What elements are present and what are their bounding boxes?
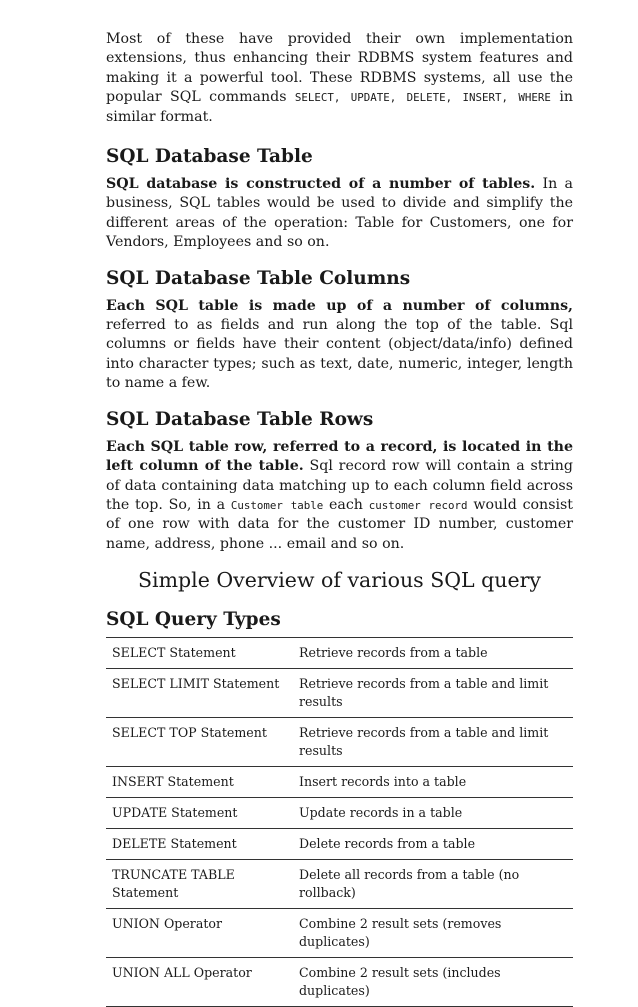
rows-paragraph (106, 438, 573, 554)
rows-code-b: customer record (368, 498, 468, 512)
query-desc: Insert records into a table (299, 774, 467, 790)
table-row (106, 638, 573, 669)
document-page (106, 30, 573, 1007)
rows-code-a: Customer table (230, 498, 324, 512)
section-heading-rows: SQL Database Table Rows (106, 408, 374, 430)
section-heading-table: SQL Database Table (106, 146, 313, 168)
query-desc: Combine 2 result sets (includes duplicates) (299, 965, 501, 999)
rows-bold-lead: Each SQL table row, referred to a record, is located in the left column of the table. (106, 438, 573, 475)
intro-code: SELECT, UPDATE, DELETE, INSERT, WHERE (294, 91, 551, 105)
query-desc: Combine 2 result sets (removes duplicates) (299, 916, 502, 950)
table-row (106, 958, 573, 1007)
query-desc: Retrieve records from a table and limit results (299, 725, 549, 759)
query-name: TRUNCATE TABLE Statement (112, 867, 235, 901)
table-row (106, 829, 573, 860)
rows-text-c: would consist of one row with data for the customer ID number, customer name, address, phone ... email and so on. (106, 496, 573, 552)
columns-text: referred to as fields and run along the top of the table. Sql columns or fields have their content (object/data/info) defined into character types; such as text, date, numeric, integer, length to name a few. (106, 317, 573, 392)
table-row (106, 718, 573, 767)
query-types-table (106, 637, 573, 1007)
table-row (106, 860, 573, 909)
intro-text-end: in similar format. (106, 89, 573, 125)
table-row (106, 798, 573, 829)
query-name: SELECT LIMIT Statement (112, 676, 280, 692)
intro-paragraph (106, 30, 573, 127)
table-bold-lead: SQL database is constructed of a number of tables. (106, 176, 536, 193)
intro-text: Most of these have provided their own implementation extensions, thus enhancing their RDBMS system features and making it a powerful tool. These RDBMS systems, all use the popular SQL commands (106, 31, 573, 106)
columns-bold-lead: Each SQL table is made up of a number of columns, (106, 297, 573, 314)
query-name: SELECT Statement (112, 645, 236, 661)
overview-title: Simple Overview of various SQL query (137, 568, 542, 593)
rows-text-a: Sql record row will contain a string of data containing data matching up to each column field across the top. So, in a (106, 458, 573, 513)
rows-text-b: each (323, 496, 369, 513)
table-text: In a business, SQL tables would be used to divide and simplify the different areas of the operation: Table for Customers, one for Vendors, Employees and so on. (106, 176, 573, 251)
table-row (106, 909, 573, 958)
query-name: INSERT Statement (112, 774, 234, 790)
table-paragraph (106, 175, 573, 253)
query-name: UNION Operator (112, 916, 222, 932)
query-desc: Delete all records from a table (no rollback) (299, 867, 520, 901)
query-name: UNION ALL Operator (112, 965, 252, 981)
query-desc: Update records in a table (299, 805, 463, 821)
section-heading-query-types: SQL Query Types (106, 609, 281, 631)
query-name: UPDATE Statement (112, 805, 238, 821)
query-desc: Retrieve records from a table and limit results (299, 676, 549, 710)
section-heading-columns: SQL Database Table Columns (106, 267, 411, 289)
query-desc: Delete records from a table (299, 836, 476, 852)
query-name: DELETE Statement (112, 836, 237, 852)
table-row (106, 767, 573, 798)
query-desc: Retrieve records from a table (299, 645, 488, 661)
columns-paragraph (106, 297, 573, 394)
table-row (106, 669, 573, 718)
query-name: SELECT TOP Statement (112, 725, 267, 741)
